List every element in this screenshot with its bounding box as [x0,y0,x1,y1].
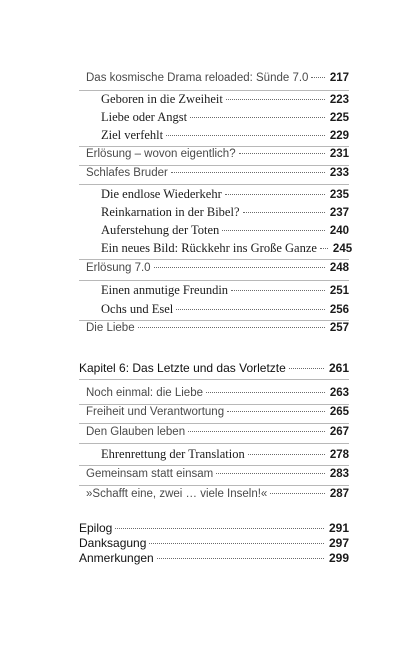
divider [79,90,349,91]
toc-entry [101,187,349,202]
leader-dots [176,309,325,310]
toc-entry-title: Anmerkungen [79,551,154,565]
leader-dots [289,368,324,369]
divider [79,465,349,466]
toc-entry-title: »Schafft eine, zwei … viele Inseln!« [86,488,268,500]
toc-entry-title: Freiheit und Verantwortung [86,406,225,418]
toc-entry-title: Ehrenrettung der Translation [101,447,245,461]
toc-entry-page: 233 [329,167,349,179]
toc-entry-page: 297 [328,536,349,550]
leader-dots [239,153,325,154]
leader-dots [227,411,325,412]
toc-entry [101,205,349,220]
toc-entry-title: Einen anmutige Freundin [101,283,229,297]
divider [79,423,349,424]
toc-entry-page: 261 [328,361,349,375]
toc-entry-page: 235 [329,189,349,201]
toc-entry-title: Ochs und Esel [101,302,174,316]
leader-dots [171,172,325,173]
toc-entry-page: 225 [329,112,349,124]
leader-dots [190,117,325,118]
toc-entry-page: 217 [329,72,349,84]
toc-entry [86,148,349,160]
toc-entry-title: Reinkarnation in der Bibel? [101,205,240,219]
toc-entry [86,262,349,274]
leader-dots [166,135,325,136]
toc-entry-page: 278 [329,449,349,461]
backmatter-entry [79,521,349,535]
toc-entry-title: Danksagung [79,536,147,550]
leader-dots [188,431,325,432]
leader-dots [222,230,325,231]
backmatter-entry [79,536,349,550]
toc-entry-page: 240 [329,225,349,237]
toc-entry-title: Das kosmische Drama reloaded: Sünde 7.0 [86,72,309,84]
toc-entry-page: 248 [329,262,349,274]
toc-entry [101,92,349,107]
divider [79,443,349,444]
divider [79,379,349,380]
toc-entry [101,241,353,256]
toc-entry-title: Erlösung – wovon eigentlich? [86,148,236,160]
toc-entry [101,223,349,238]
toc-entry [101,283,349,298]
toc-entry-title: Ein neues Bild: Rückkehr ins Große Ganze [101,241,317,255]
toc-entry [86,426,349,438]
leader-dots [248,454,325,455]
toc-entry [101,110,349,125]
leader-dots [311,77,324,78]
toc-entry-title: Gemeinsam statt einsam [86,468,214,480]
leader-dots [225,194,325,195]
divider [79,184,349,185]
toc-entry-page: 265 [329,406,349,418]
toc-entry [86,322,349,334]
toc-entry-page: 229 [329,130,349,142]
toc-entry-page: 251 [329,285,349,297]
toc-entry-title: Epilog [79,521,113,535]
toc-entry-title: Erlösung 7.0 [86,262,151,274]
toc-entry-page: 245 [332,243,353,255]
leader-dots [149,543,324,544]
leader-dots [115,528,324,529]
leader-dots [138,327,325,328]
leader-dots [154,267,325,268]
toc-entry-page: 299 [328,551,349,565]
toc-entry-title: Die Liebe [86,322,135,334]
leader-dots [206,392,325,393]
divider [79,259,349,260]
leader-dots [320,248,328,249]
toc-entry-title: Die endlose Wiederkehr [101,187,222,201]
leader-dots [270,493,324,494]
toc-entry-title: Ziel verfehlt [101,128,164,142]
leader-dots [157,558,324,559]
divider [79,165,349,166]
toc-entry-page: 267 [329,426,349,438]
leader-dots [243,212,325,213]
toc-entry-page: 231 [329,148,349,160]
divider [79,320,349,321]
toc-entry [101,128,349,143]
toc-entry-title: Schlafes Bruder [86,167,168,179]
toc-entry-page: 223 [329,94,349,106]
leader-dots [216,473,325,474]
toc-entry-title: Liebe oder Angst [101,110,188,124]
toc-entry-page: 291 [328,521,349,535]
toc-entry-title: Den Glauben leben [86,426,186,438]
toc-entry [86,488,349,500]
toc-entry [86,406,349,418]
divider [79,146,349,147]
divider [79,280,349,281]
leader-dots [231,290,325,291]
toc-entry-title: Kapitel 6: Das Letzte und das Vorletzte [79,361,286,375]
toc-entry [86,387,349,399]
backmatter-entry [79,551,349,565]
toc-entry [86,468,349,480]
toc-entry-title: Geboren in die Zweiheit [101,92,223,106]
toc-entry [101,302,349,317]
chapter-heading [79,361,349,375]
toc-entry [86,72,349,84]
toc-entry-page: 263 [329,387,349,399]
toc-entry-page: 256 [329,304,349,316]
toc-entry [86,167,349,179]
toc-entry-page: 237 [329,207,349,219]
toc-entry-page: 287 [329,488,349,500]
toc-entry-page: 257 [329,322,349,334]
divider [79,404,349,405]
divider [79,485,349,486]
toc-entry [101,447,349,462]
toc-entry-title: Noch einmal: die Liebe [86,387,203,399]
toc-entry-page: 283 [329,468,349,480]
toc-entry-title: Auferstehung der Toten [101,223,220,237]
leader-dots [226,99,325,100]
